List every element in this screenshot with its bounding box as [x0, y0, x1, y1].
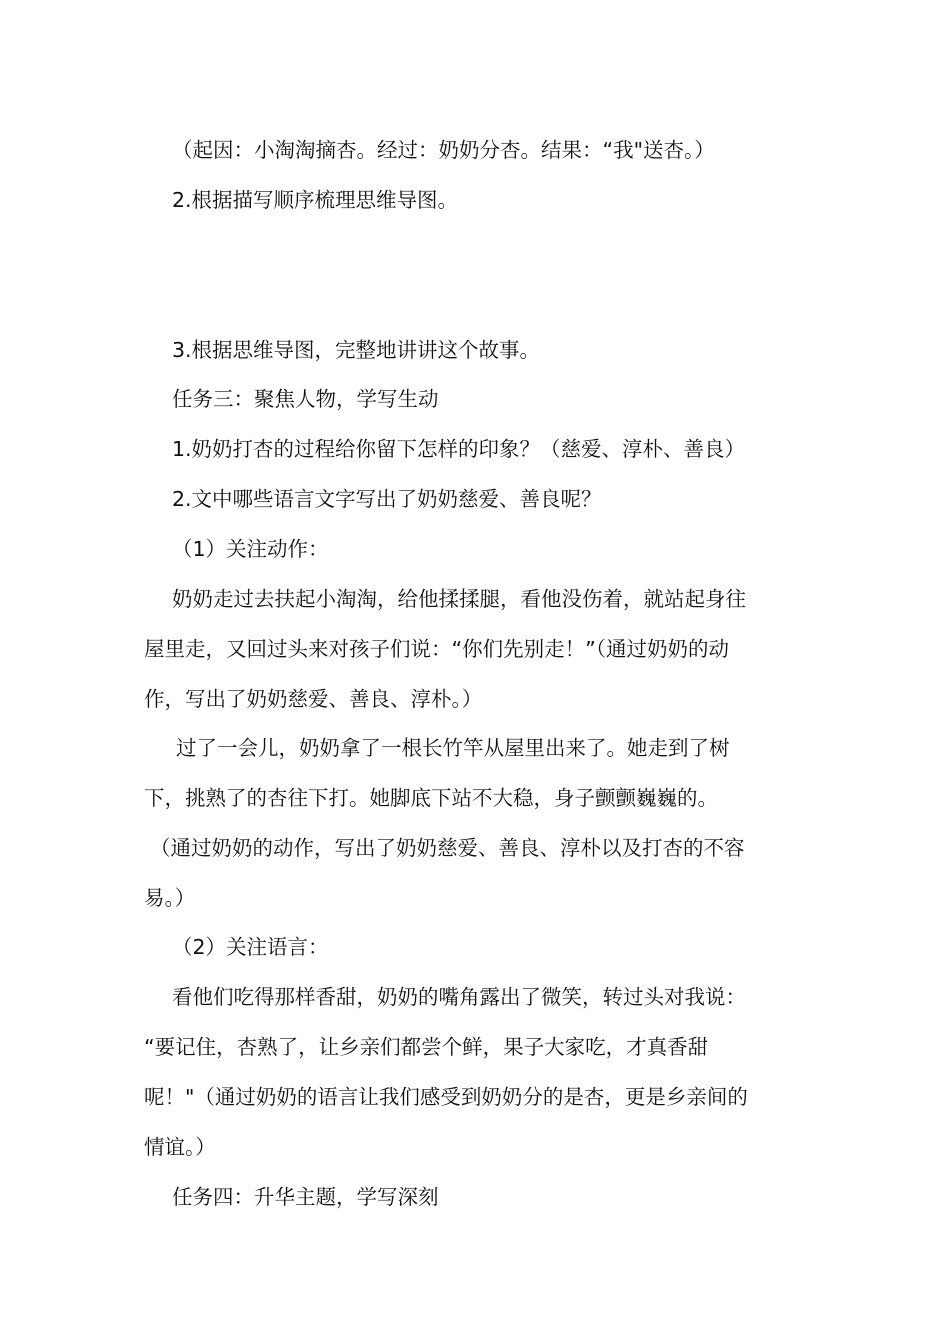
- paragraph-line: 呢！"（通过奶奶的语言让我们感受到奶奶分的是杏，更是乡亲间的: [144, 1085, 748, 1109]
- text-line-question-2: 2.文中哪些语言文字写出了奶奶慈爱、善良呢？: [172, 487, 602, 511]
- text-line-question-1: 1.奶奶打杏的过程给你留下怎样的印象？（慈爱、淳朴、善良）: [172, 437, 746, 461]
- paragraph-line: 情谊。）: [144, 1135, 216, 1159]
- subheading-actions: （1）关注动作：: [172, 537, 329, 561]
- section-heading-task-three: 任务三：聚焦人物，学写生动: [172, 387, 439, 411]
- paragraph-line: 下，挑熟了的杏往下打。她脚底下站不大稳，身子颤颤巍巍的。: [144, 786, 718, 810]
- paragraph-line: 屋里走，又回过头来对孩子们说：“你们先别走！”（通过奶奶的动: [144, 637, 729, 661]
- paragraph-line: （通过奶奶的动作，写出了奶奶慈爱、善良、淳朴以及打杏的不容: [150, 836, 745, 860]
- section-heading-task-four: 任务四：升华主题，学写深刻: [172, 1185, 439, 1209]
- paragraph-line: 看他们吃得那样香甜，奶奶的嘴角露出了微笑，转过头对我说：: [172, 985, 746, 1009]
- paragraph-line: “要记住，杏熟了，让乡亲们都尝个鲜，果子大家吃，才真香甜: [144, 1035, 709, 1059]
- text-line-cause-summary: （起因：小淘淘摘杏。经过：奶奶分杏。结果：“我"送杏。）: [172, 138, 715, 162]
- paragraph-line: 易。）: [144, 886, 196, 910]
- text-line-step-2-mindmap: 2.根据描写顺序梳理思维导图。: [172, 188, 459, 212]
- text-line-step-3-retell: 3.根据思维导图，完整地讲讲这个故事。: [172, 338, 541, 362]
- paragraph-line: 奶奶走过去扶起小淘淘，给他揉揉腿，看他没伤着，就站起身往: [172, 587, 746, 611]
- paragraph-line: 作，写出了奶奶慈爱、善良、淳朴。）: [144, 687, 483, 711]
- subheading-language: （2）关注语言：: [172, 935, 329, 959]
- paragraph-line: 过了一会儿，奶奶拿了一根长竹竿从屋里出来了。她走到了树: [176, 736, 730, 760]
